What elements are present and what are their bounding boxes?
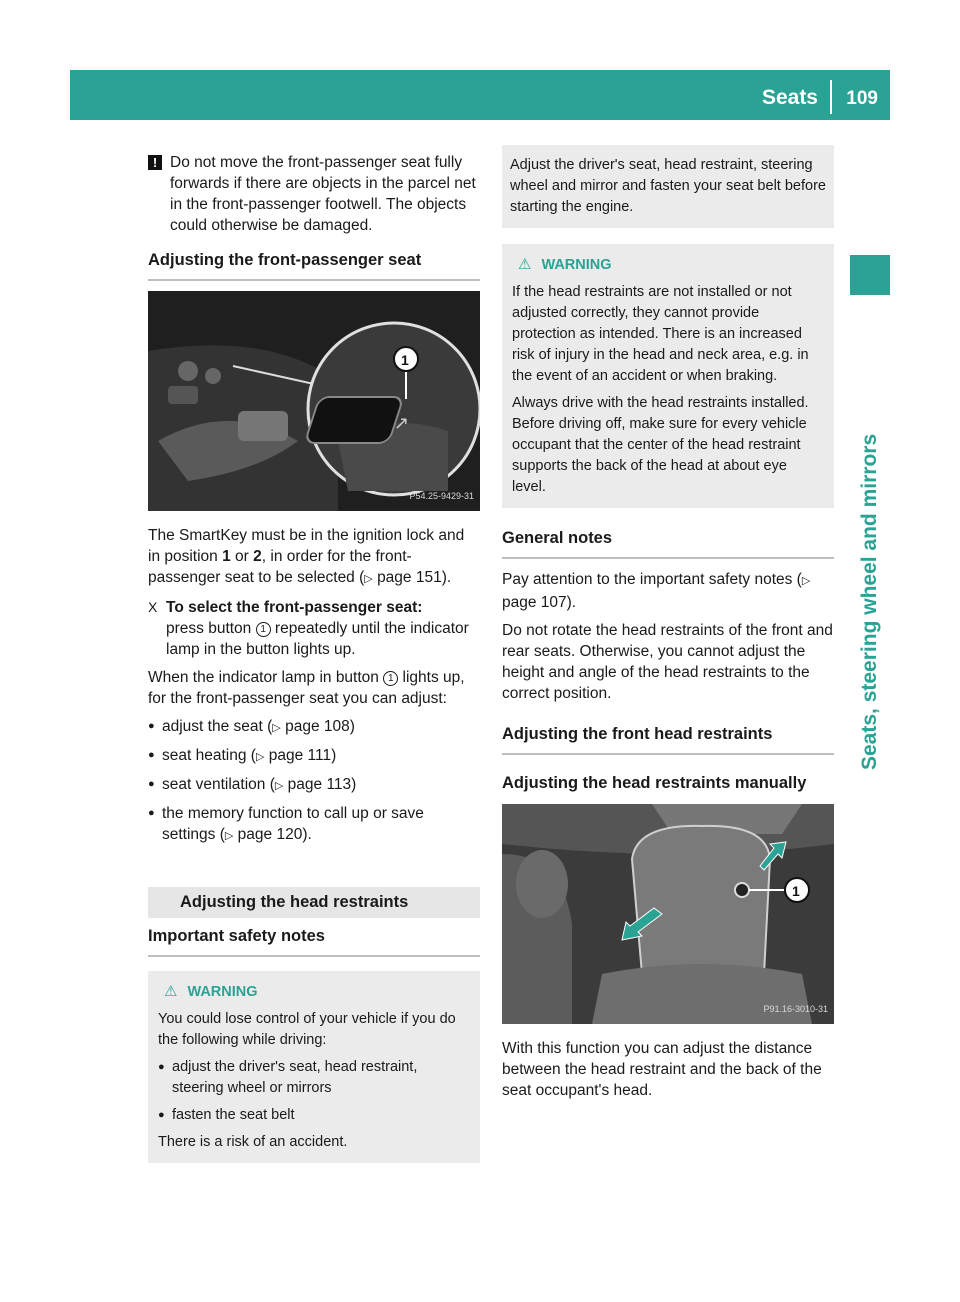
- callout-1-icon: 1: [383, 671, 398, 686]
- list-item: ● adjust the driver's seat, head restraint, steering wheel or mirrors: [158, 1057, 470, 1099]
- triangle-right-icon: ▷: [224, 830, 234, 842]
- section-title: Seats: [761, 86, 818, 109]
- step-select-seat: X To select the front-passenger seat: press button 1 repeatedly until the indicator lamp in the button lights up.: [148, 599, 469, 658]
- left-column: [148, 152, 480, 1175]
- warning-triangle-icon: ⚠: [164, 983, 178, 1000]
- figure2-callout: 1: [792, 883, 800, 899]
- figure1-code: P54.25-9429-31: [409, 491, 474, 501]
- step-arrow-icon: X: [148, 599, 158, 615]
- heading-safety-notes: Important safety notes: [148, 926, 480, 957]
- right-column: [502, 145, 834, 1108]
- warning-header: ⚠ WARNING: [164, 983, 258, 1000]
- heading-head-restraints: Adjusting the head restraints: [148, 887, 480, 918]
- head-restraint-illustration: [502, 804, 834, 1024]
- header-bar: [70, 70, 890, 120]
- warning-list: [158, 1057, 470, 1126]
- header-divider: [830, 80, 832, 114]
- triangle-right-icon: ▷: [255, 751, 265, 763]
- triangle-right-icon: ▷: [274, 780, 284, 792]
- step-title: To select the front-passenger seat:: [166, 599, 423, 616]
- warning-box: [148, 971, 480, 1163]
- caution-text: Do not move the front-passenger seat fully forwards if there are objects in the parcel net in the front-passenger footwell. The objects could otherwise be damaged.: [170, 154, 476, 234]
- para-closing: With this function you can adjust the distance between the head restraint and the back of the seat occupant's head.: [502, 1040, 822, 1099]
- warning-outro: There is a risk of an accident.: [158, 1134, 348, 1150]
- heading-front-passenger-seat: Adjusting the front-passenger seat: [148, 250, 480, 281]
- para-indicator: When the indicator lamp in button 1 lights up, for the front-passenger seat you can adjust:: [148, 669, 465, 707]
- door-panel-illustration: [148, 291, 480, 511]
- figure-seat-button: [148, 291, 480, 511]
- caution-note: [148, 152, 480, 236]
- list-item: ● seat heating (▷ page 111): [148, 745, 480, 768]
- warning-text-2: Always drive with the head restraints installed. Before driving off, make sure for every vehicle occupant that the center of the head restraint supports the back of the head at about eye level.: [512, 395, 809, 495]
- warning-intro: You could lose control of your vehicle if you do the following while driving:: [158, 1011, 456, 1048]
- triangle-right-icon: ▷: [801, 575, 811, 587]
- chapter-tab: [850, 255, 890, 295]
- para-safety-ref: Pay attention to the important safety notes (▷ page 107).: [502, 571, 811, 611]
- para-rotate: Do not rotate the head restraints of the front and rear seats. Otherwise, you cannot adjust the height and angle of the head restraints to the correct position.: [502, 622, 833, 702]
- para-smartkey: The SmartKey must be in the ignition lock and in position 1 or 2, in order for the front-passenger seat to be selected (▷ page 151).: [148, 527, 465, 586]
- callout-1-icon: 1: [256, 622, 271, 637]
- caution-icon: !: [148, 155, 162, 170]
- warning-triangle-icon: ⚠: [518, 256, 532, 273]
- list-item: ● adjust the seat (▷ page 108): [148, 716, 480, 739]
- list-item: ● the memory function to call up or save settings (▷ page 120).: [148, 803, 480, 847]
- figure1-callout: 1: [401, 352, 409, 368]
- triangle-right-icon: ▷: [272, 722, 281, 734]
- warning-box: [502, 244, 834, 508]
- heading-general-notes: General notes: [502, 528, 834, 559]
- chapter-title: Seats, steering wheel and mirrors: [858, 433, 881, 770]
- warning-text-1: If the head restraints are not installed or not adjusted correctly, they cannot provide protection as intended. There is an increased risk of injury in the head and neck area, e.g. in the event of an accident or when braking.: [512, 284, 809, 384]
- info-box: Adjust the driver's seat, head restraint, steering wheel and mirror and fasten your seat belt before starting the engine.: [502, 145, 834, 228]
- figure-head-restraint: [502, 804, 834, 1024]
- list-item: ● fasten the seat belt: [158, 1105, 470, 1126]
- triangle-right-icon: ▷: [364, 573, 373, 585]
- page-number: 109: [846, 88, 878, 109]
- list-item: ● seat ventilation (▷ page 113): [148, 774, 480, 797]
- figure2-code: P91.16-3010-31: [763, 1004, 828, 1014]
- heading-manual-adjust: Adjusting the head restraints manually: [502, 774, 807, 792]
- heading-front-head-restraints: Adjusting the front head restraints: [502, 724, 834, 755]
- warning-header: ⚠ WARNING: [518, 256, 612, 273]
- adjust-list: [148, 716, 480, 847]
- svg-text:↗: ↗: [394, 413, 410, 434]
